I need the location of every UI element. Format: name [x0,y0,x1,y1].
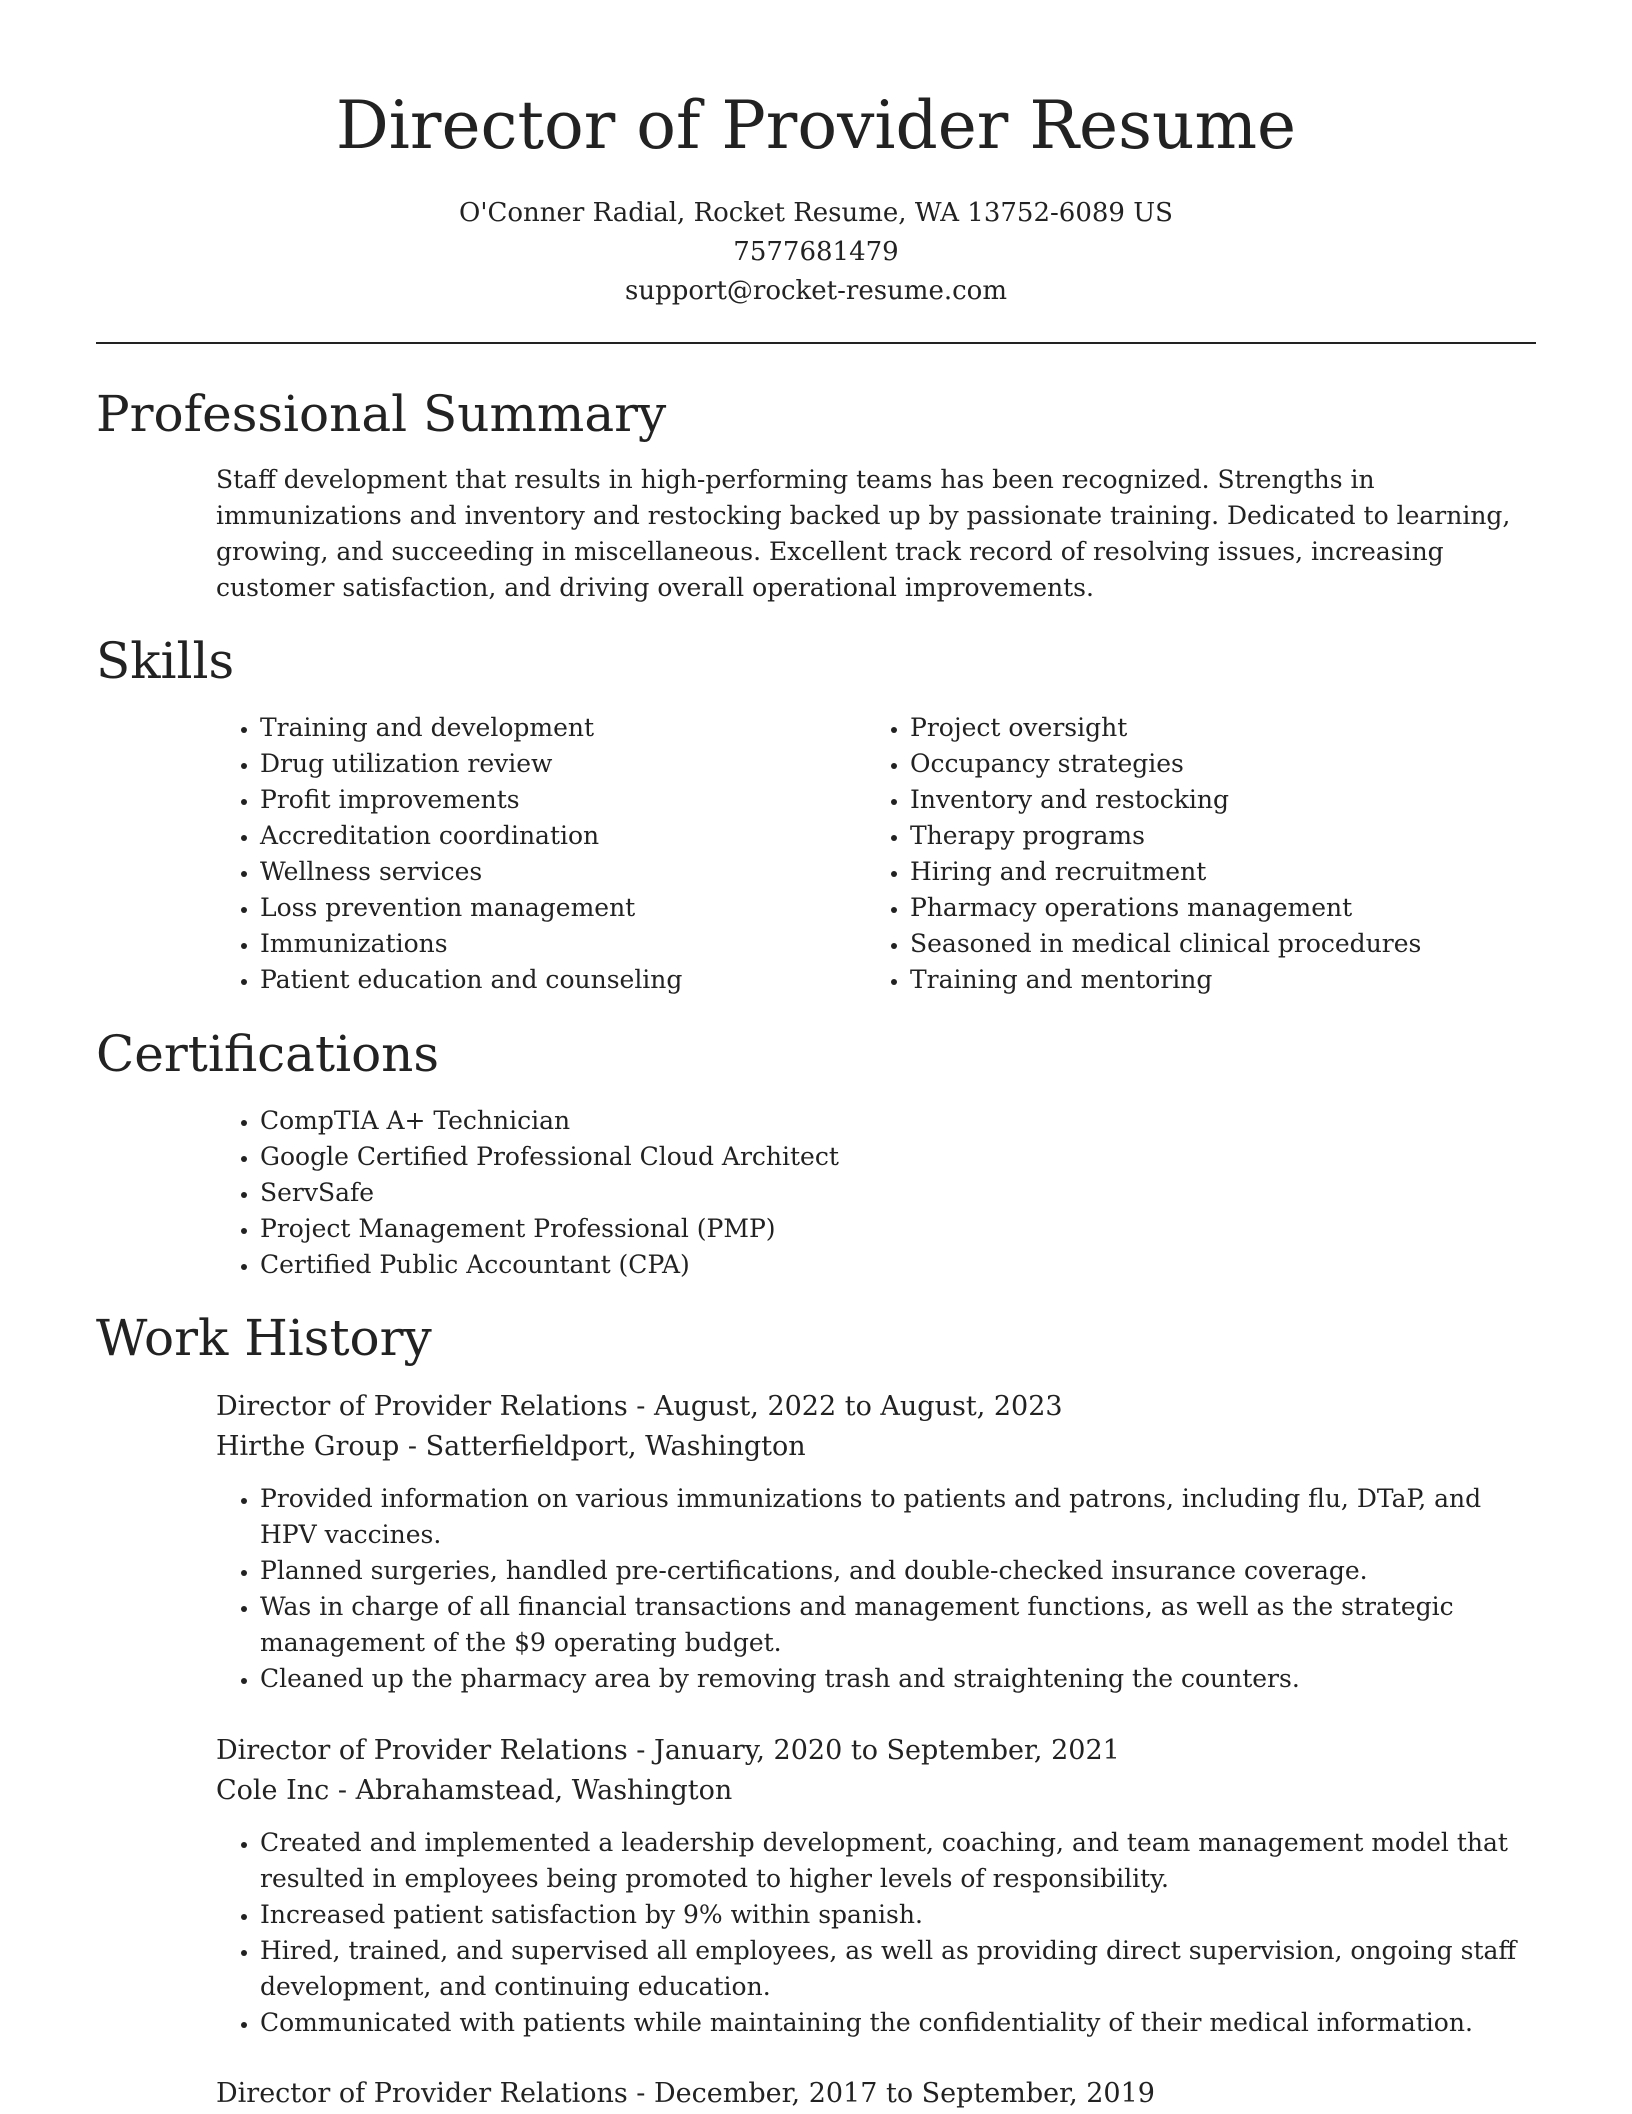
resume-title: Director of Provider Resume [335,87,1297,164]
job-duty-item: • Communicated with patients while maintaining the confidentiality of their medical information. [260,2005,1532,2041]
job-duty-item: • Hired, trained, and supervised all employees, as well as providing direct supervision, ongoing staff development, and continuing education. [260,1933,1532,2005]
job-company: Hirthe Group [216,1431,400,1462]
job-location: - Satterfieldport, Washington [399,1431,806,1462]
skill-item: • Therapy programs [910,818,1466,854]
skill-item: • Seasoned in medical clinical procedures [910,926,1466,962]
skill-item: • Accreditation coordination [260,818,816,854]
skill-item: • Training and development [260,710,816,746]
skill-item: • Wellness services [260,854,816,890]
job-company-line [216,1771,1516,1811]
job-dates: - December, 2017 to September, 2019 [627,2078,1155,2109]
certification-item: • ServSafe [260,1175,1516,1211]
skill-item: • Project oversight [910,710,1466,746]
job-duty-item: • Increased patient satisfaction by 9% within spanish. [260,1897,1532,1933]
job-dates: - January, 2020 to September, 2021 [627,1735,1120,1766]
job-duties [216,1481,1532,1697]
skill-item: • Pharmacy operations management [910,890,1466,926]
job-company-line [216,1427,1516,1467]
skill-item: • Inventory and restocking [910,782,1466,818]
job-location: - Abrahamstead, Washington [329,1775,733,1806]
summary-heading: Professional Summary [96,385,667,443]
job-duties [216,1825,1532,2041]
job-company: Cole Inc [216,1775,330,1806]
certification-item: • CompTIA A+ Technician [260,1103,1516,1139]
header-divider [96,342,1536,344]
contact-block [0,194,1632,311]
resume-header [0,0,1632,311]
skill-item: • Occupancy strategies [910,746,1466,782]
job-duty-item: • Planned surgeries, handled pre-certifications, and double-checked insurance coverage. [260,1553,1532,1589]
contact-phone: 7577681479 [733,237,899,267]
job-duty-item: • Provided information on various immunizations to patients and patrons, including flu, DTaP, and HPV vaccines. [260,1481,1532,1553]
skills-column-right [866,710,1466,998]
skill-item: • Profit improvements [260,782,816,818]
job-title: Director of Provider Relations [216,1735,628,1766]
work-history-heading: Work History [96,1309,432,1367]
skills-list-left [216,710,816,998]
job-title: Director of Provider Relations [216,2078,628,2109]
skills-column-left [216,710,816,998]
certification-item: • Certified Public Accountant (CPA) [260,1247,1516,1283]
skill-item: • Loss prevention management [260,890,816,926]
job-duties-list [216,1481,1532,1697]
skill-item: • Patient education and counseling [260,962,816,998]
skill-item: • Drug utilization review [260,746,816,782]
skills-list-right [866,710,1466,998]
contact-address: O'Conner Radial, Rocket Resume, WA 13752-6089 US [459,198,1173,228]
certification-item: • Project Management Professional (PMP) [260,1211,1516,1247]
job-title: Director of Provider Relations [216,1391,628,1422]
job-title-line [216,2074,1516,2114]
job-title-line [216,1387,1516,1427]
job-duty-item: • Was in charge of all financial transactions and management functions, as well as the strategic management of the $9 operating budget. [260,1589,1532,1661]
certifications-heading: Certifications [96,1025,440,1083]
skills-heading: Skills [96,632,235,690]
job-dates: - August, 2022 to August, 2023 [627,1391,1063,1422]
skill-item: • Hiring and recruitment [910,854,1466,890]
job-title-line [216,1731,1516,1771]
certification-item: • Google Certified Professional Cloud Architect [260,1139,1516,1175]
summary-text: Staff development that results in high-performing teams has been recognized. Strengths in immunizations and inventory and restocking backed up by passionate training. Dedicated to learning, growing, and succeeding in miscellaneous. Excellent track record of resolving issues, increasing customer satisfaction, and driving overall operational improvements. [216,465,1511,602]
certifications-block [216,1103,1516,1283]
job-duty-item: • Created and implemented a leadership development, coaching, and team management model that resulted in employees being promoted to higher levels of responsibility. [260,1825,1532,1897]
skill-item: • Training and mentoring [910,962,1466,998]
job-duties-list [216,1825,1532,2041]
certifications-list [216,1103,1516,1283]
job-duty-item: • Cleaned up the pharmacy area by removing trash and straightening the counters. [260,1661,1532,1697]
skill-item: • Immunizations [260,926,816,962]
contact-email: support@rocket-resume.com [624,276,1007,306]
